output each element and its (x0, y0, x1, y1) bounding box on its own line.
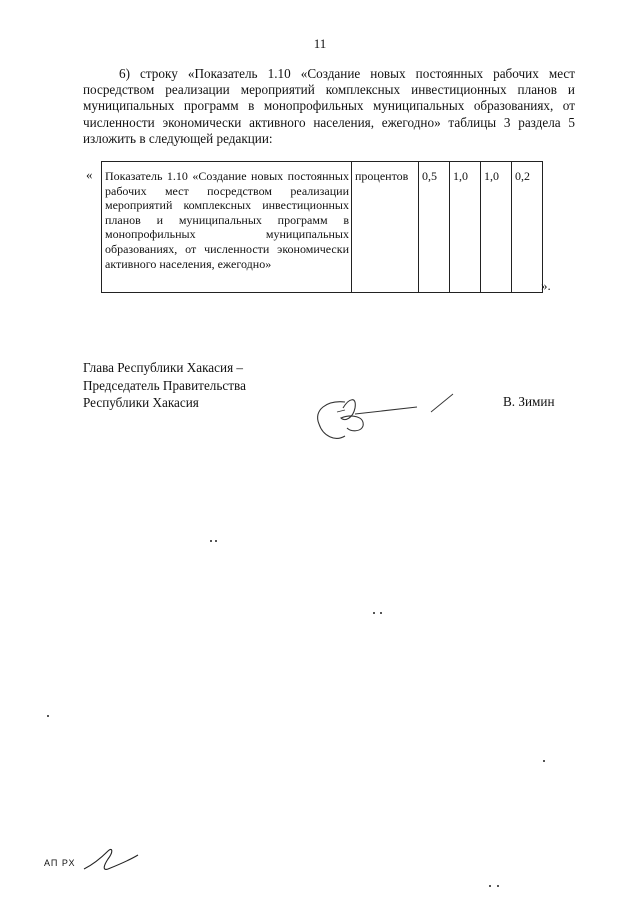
indicator-value-4: 0,2 (512, 162, 543, 293)
scan-speck (543, 760, 545, 762)
scan-speck (210, 540, 212, 542)
scan-speck (497, 885, 499, 887)
signatory-title (83, 359, 246, 412)
scan-speck (373, 612, 375, 614)
indicator-value-3: 1,0 (481, 162, 512, 293)
handwritten-signature (305, 388, 465, 448)
scan-speck (489, 885, 491, 887)
handwritten-initials (82, 845, 142, 875)
indicator-table (101, 161, 543, 293)
signatory-line-3: Республики Хакасия (83, 395, 199, 410)
indicator-value-2: 1,0 (450, 162, 481, 293)
scan-speck (380, 612, 382, 614)
amendment-paragraph (83, 66, 575, 147)
signatory-line-1: Глава Республики Хакасия – (83, 360, 244, 375)
page-number: 11 (313, 36, 327, 51)
amendment-text: 6) строку «Показатель 1.10 «Создание новых постоянных рабочих мест посредством реализации мероприятий комплексных инвестиционных планов и муниципальных программ в монопрофильных муниципальных образованиях, от численности экономически активного населения, ежегодно» таблицы 3 раздела 5 изложить в следующей редакции: (83, 66, 575, 146)
closing-quote: ». (541, 278, 551, 293)
scan-speck (215, 540, 217, 542)
signatory-line-2: Председатель Правительства (83, 377, 246, 393)
indicator-unit: процентов (352, 162, 419, 293)
signatory-name: В. Зимин (503, 394, 555, 409)
opening-quote: « (86, 167, 93, 182)
footer-stamp: АП РХ (44, 858, 76, 868)
table-row (102, 162, 543, 293)
scan-speck (47, 715, 49, 717)
indicator-value-1: 0,5 (419, 162, 450, 293)
indicator-description: Показатель 1.10 «Создание новых постоянных рабочих мест посредством реализации мероприятий комплексных инвестиционных планов и муниципальных программ в монопрофильных муниципальных образованиях, от численности экономически активного населения, ежегодно» (102, 162, 352, 293)
